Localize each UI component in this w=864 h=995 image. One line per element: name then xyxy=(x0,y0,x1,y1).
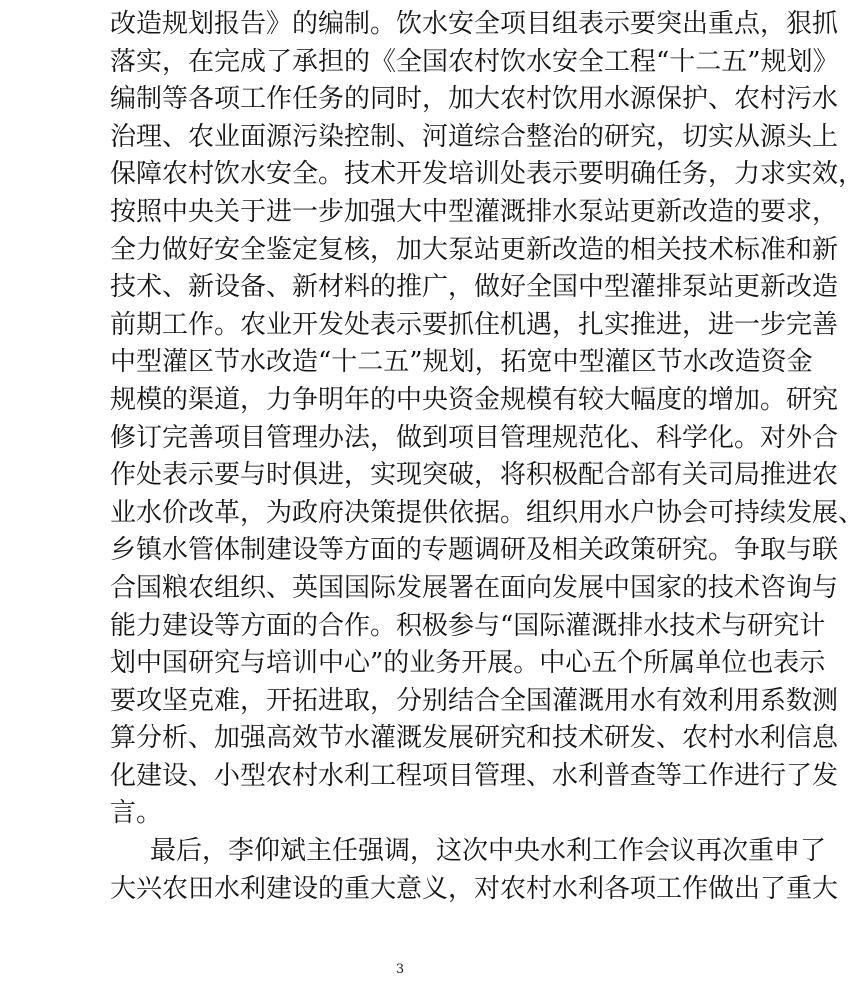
text-line: 能力建设等方面的合作。积极参与“国际灌溉排水技术与研究计 xyxy=(110,610,826,641)
text-line: 编制等各项工作任务的同时，加大农村饮用水源保护、农村污水 xyxy=(110,84,839,115)
page-number: 3 xyxy=(395,962,405,977)
text-line: 划中国研究与培训中心”的业务开展。中心五个所属单位也表示 xyxy=(110,648,826,679)
body-text xyxy=(110,6,864,908)
text-line: 大兴农田水利建设的重大意义，对农村水利各项工作做出了重大 xyxy=(110,873,839,904)
text-line: 乡镇水管体制建设等方面的专题调研及相关政策研究。争取与联 xyxy=(110,535,839,566)
text-line: 业水价改革，为政府决策提供依据。组织用水户协会可持续发展、 xyxy=(110,497,864,528)
text-line: 合国粮农组织、英国国际发展署在面向发展中国家的技术咨询与 xyxy=(110,572,839,603)
text-line: 前期工作。农业开发处表示要抓住机遇，扎实推进，进一步完善 xyxy=(110,309,839,340)
text-line: 技术、新设备、新材料的推广，做好全国中型灌排泵站更新改造 xyxy=(110,272,839,303)
text-line: 言。 xyxy=(110,798,163,829)
text-line: 作处表示要与时俱进，实现突破，将积极配合部有关司局推进农 xyxy=(110,460,839,491)
text-line: 最后，李仰斌主任强调，这次中央水利工作会议再次重申了 xyxy=(150,836,827,867)
paragraph-1 xyxy=(110,6,864,833)
text-line: 中型灌区节水改造“十二五”规划，拓宽中型灌区节水改造资金 xyxy=(110,347,813,378)
text-line: 化建设、小型农村水利工程项目管理、水利普查等工作进行了发 xyxy=(110,760,839,791)
text-line: 规模的渠道，力争明年的中央资金规模有较大幅度的增加。研究 xyxy=(110,384,839,415)
text-line: 落实，在完成了承担的《全国农村饮水安全工程“十二五”规划》 xyxy=(110,46,839,77)
text-line: 改造规划报告》的编制。饮水安全项目组表示要突出重点，狠抓 xyxy=(110,9,839,39)
text-line: 按照中央关于进一步加强大中型灌溉排水泵站更新改造的要求， xyxy=(110,196,839,227)
text-line: 修订完善项目管理办法，做到项目管理规范化、科学化。对外合 xyxy=(110,422,839,453)
text-line: 算分析、加强高效节水灌溉发展研究和技术研发、农村水利信息 xyxy=(110,723,839,754)
text-line: 保障农村饮水安全。技术开发培训处表示要明确任务，力求实效， xyxy=(110,159,864,190)
text-line: 治理、农业面源污染控制、河道综合整治的研究，切实从源头上 xyxy=(110,121,839,152)
paragraph-2 xyxy=(110,833,839,908)
text-line: 全力做好安全鉴定复核，加大泵站更新改造的相关技术标准和新 xyxy=(110,234,839,265)
text-line: 要攻坚克难，开拓进取，分别结合全国灌溉用水有效利用系数测 xyxy=(110,685,839,716)
